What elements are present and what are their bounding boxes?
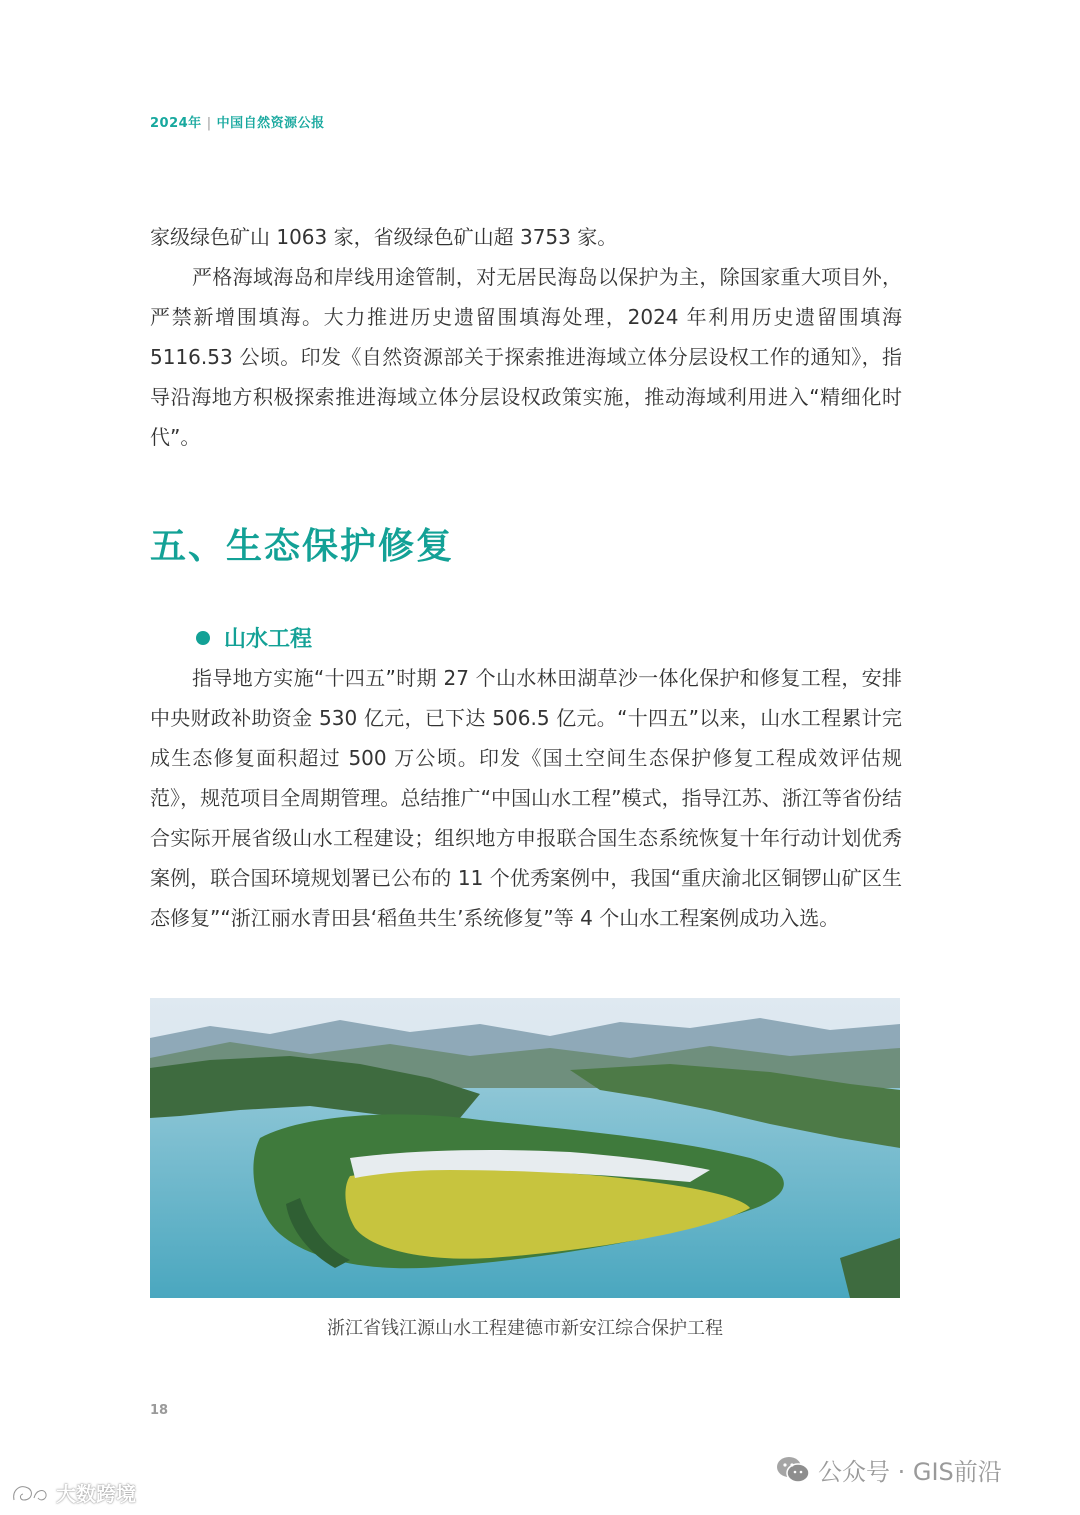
aerial-landscape-photo bbox=[150, 998, 900, 1298]
section-title: 五、生态保护修复 bbox=[150, 526, 455, 567]
header-year: 2024年 bbox=[150, 116, 202, 131]
paragraph-sea-islands: 严格海域海岛和岸线用途管制，对无居民海岛以保护为主，除国家重大项目外，严禁新增围填海。大力推进历史遗留围填海处理，2024 年利用历史遗留围填海 5116.53 公顷。印发《自然资源部关于探索推进海域立体分层设权工作的通知》，指导沿海地方积极探索推进海域立体分层设权政策实施，推动海域利用进入“精细化时代”。 bbox=[150, 265, 902, 449]
watermark-left bbox=[10, 1478, 136, 1507]
subsection-heading bbox=[196, 622, 312, 653]
running-header bbox=[150, 112, 325, 131]
wechat-icon bbox=[776, 1456, 810, 1484]
subsection-title: 山水工程 bbox=[224, 627, 313, 652]
figure-caption: 浙江省钱江源山水工程建德市新安江综合保护工程 bbox=[327, 1318, 723, 1339]
page-number: 18 bbox=[150, 1403, 169, 1418]
wechat-account-mark bbox=[776, 1452, 1002, 1487]
aerial-landscape-illustration bbox=[150, 998, 900, 1298]
wechat-account-label: 公众号 · GIS前沿 bbox=[818, 1458, 1002, 1486]
header-separator: | bbox=[206, 116, 212, 131]
watermark-logo-icon bbox=[10, 1480, 50, 1506]
watermark-text: 大数跨境 bbox=[56, 1482, 136, 1506]
paragraph-green-mines: 家级绿色矿山 1063 家，省级绿色矿山超 3753 家。 bbox=[150, 225, 618, 249]
header-publication: 中国自然资源公报 bbox=[216, 116, 325, 131]
paragraph-mountain-water-project: 指导地方实施“十四五”时期 27 个山水林田湖草沙一体化保护和修复工程，安排中央财政补助资金 530 亿元，已下达 506.5 亿元。“十四五”以来，山水工程累计完成生态修复面积超过 500 万公顷。印发《国土空间生态保护修复工程成效评估规范》，规范项目全周期管理。总结推广“中国山水工程”模式，指导江苏、浙江等省份结合实际开展省级山水工程建设；组织地方申报联合国生态系统恢复十年行动计划优秀案例，联合国环境规划署已公布的 11 个优秀案例中，我国“重庆渝北区铜锣山矿区生态修复”“浙江丽水青田县‘稻鱼共生’系统修复”等 4 个山水工程案例成功入选。 bbox=[150, 666, 902, 930]
bullet-dot-icon bbox=[196, 631, 210, 645]
